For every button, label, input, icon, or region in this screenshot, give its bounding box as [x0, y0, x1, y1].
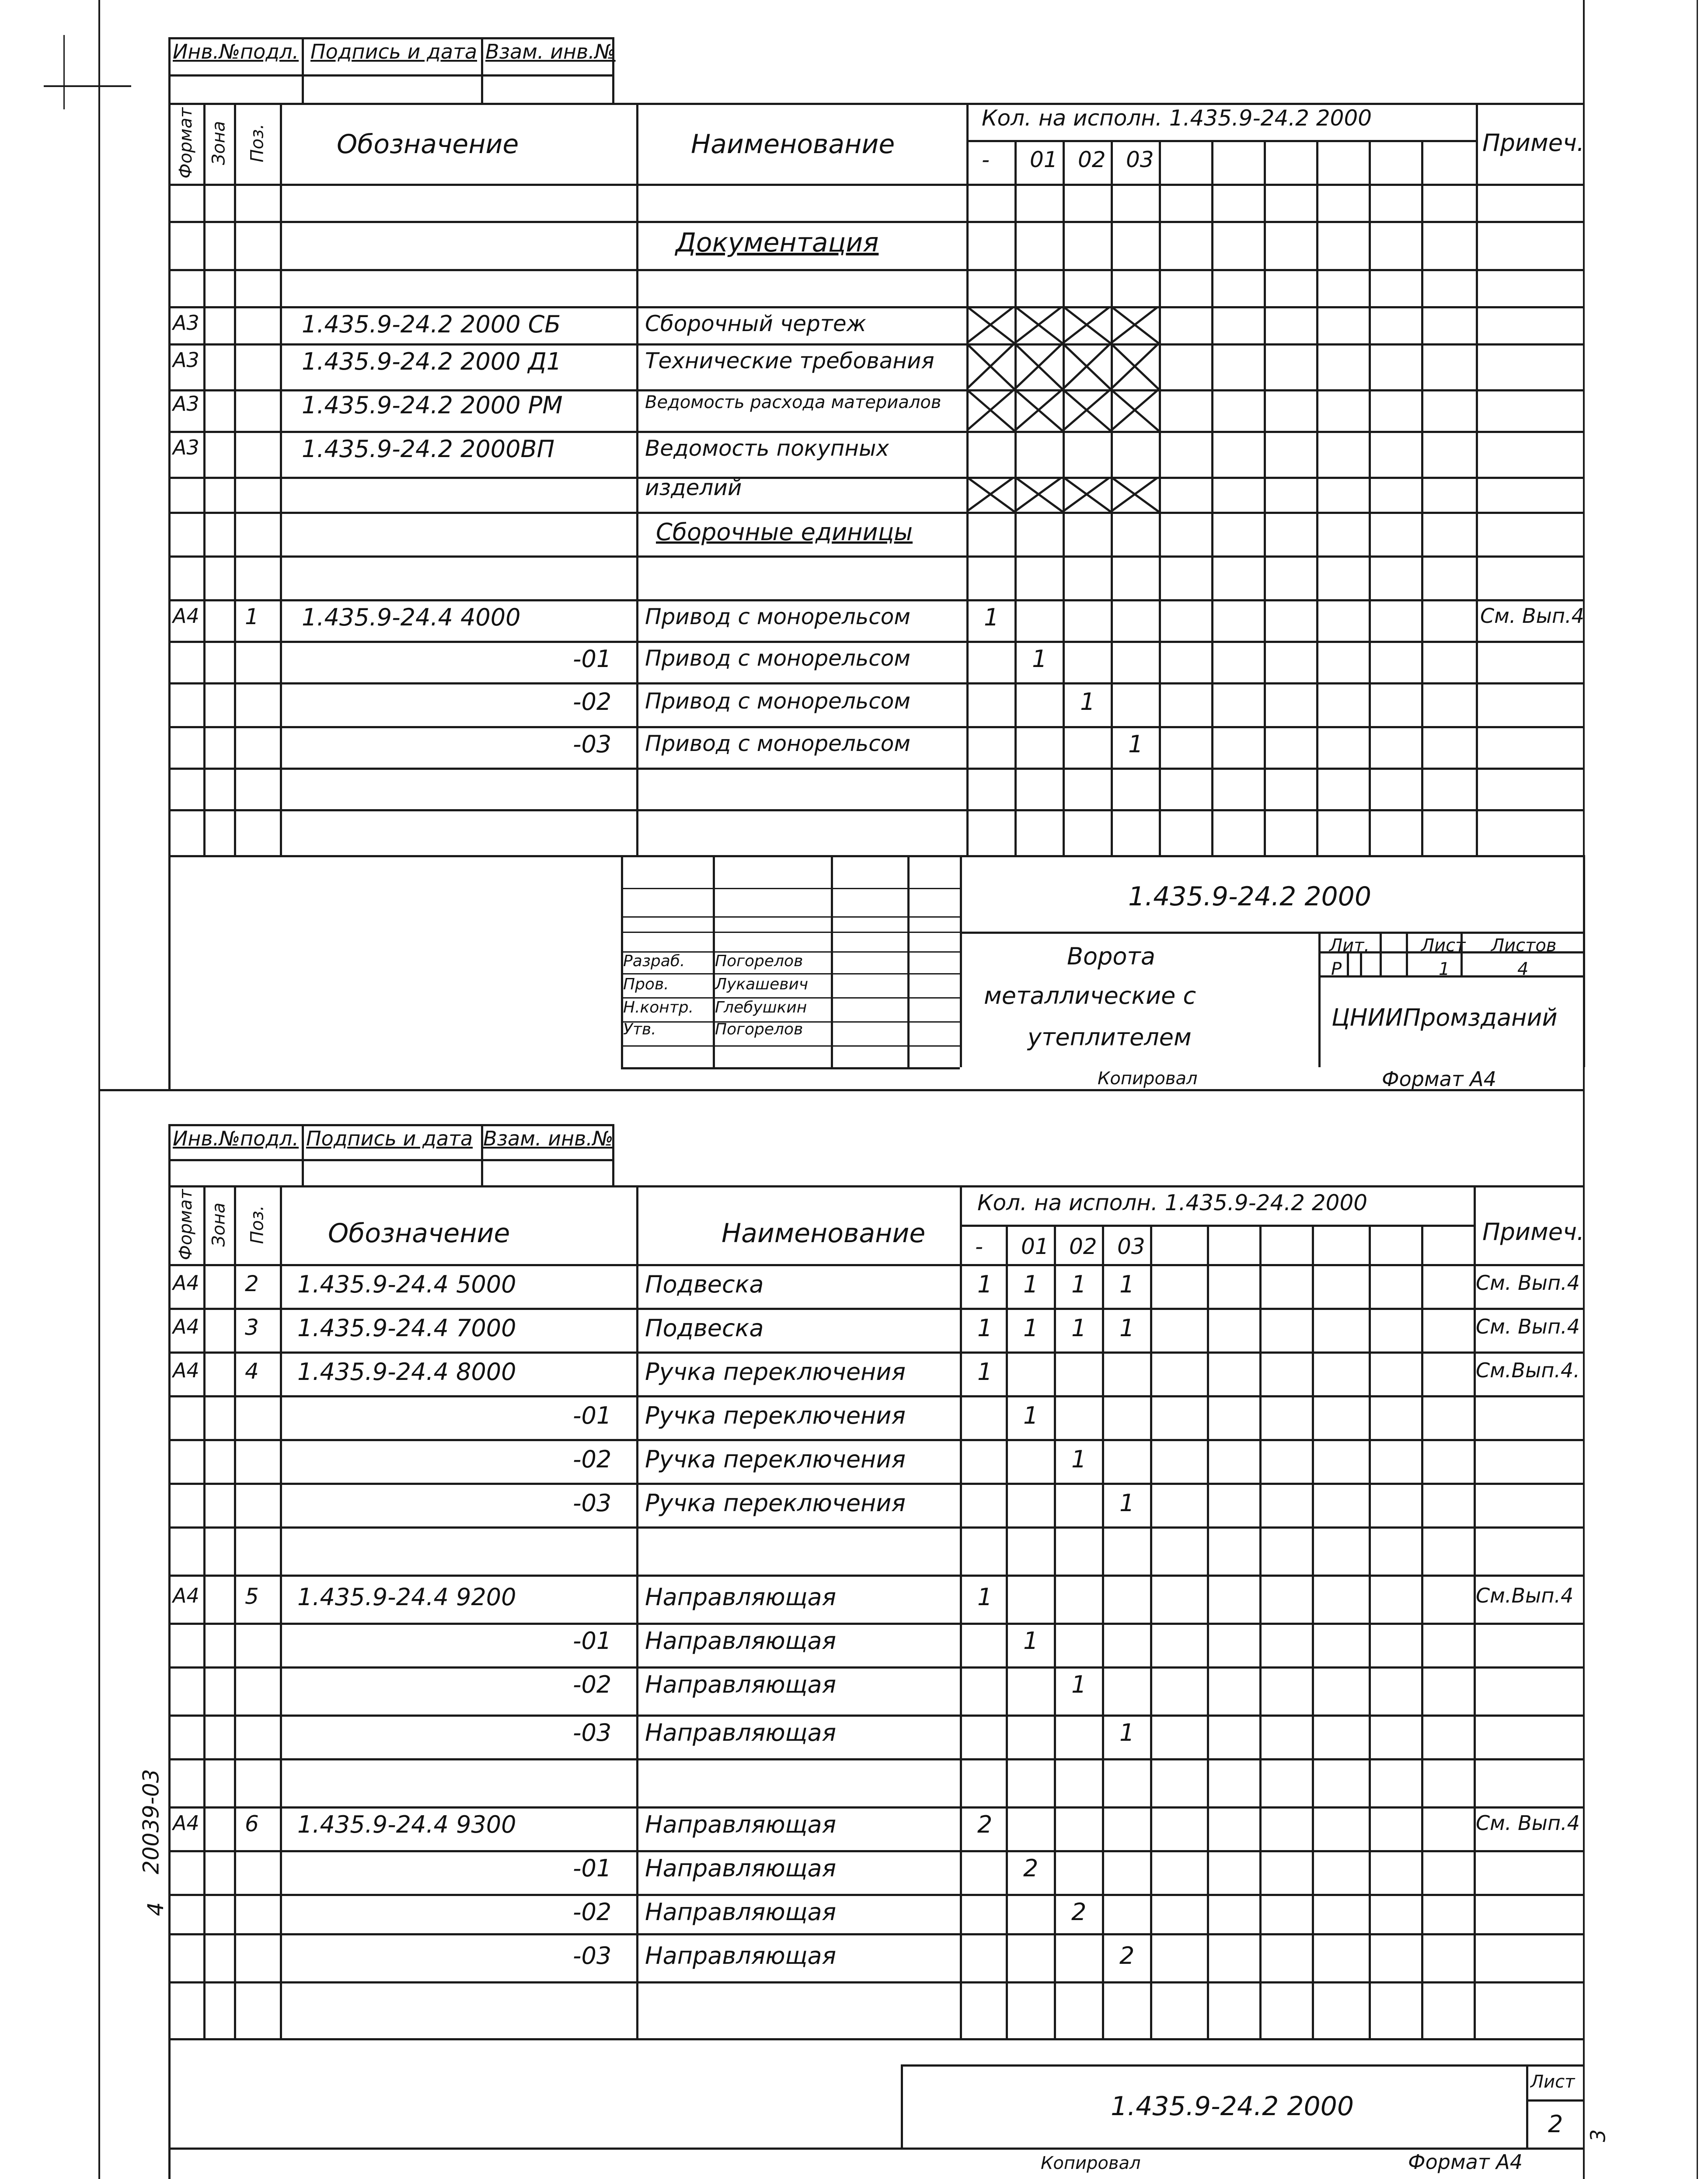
row-name: Привод с монорельсом: [645, 646, 911, 671]
row-designation: 1.435.9-24.4 5000: [297, 1271, 516, 1298]
isp-col-2: 02: [1078, 147, 1106, 172]
row-designation: -02: [573, 1671, 612, 1698]
row-name: Ручка переключения: [645, 1358, 906, 1386]
rule-line: [302, 37, 304, 103]
podpis-header: Подпись и дата: [310, 40, 478, 63]
rule-line: [168, 1351, 1583, 1354]
cross-mark: [1063, 343, 1111, 389]
cross-mark: [1014, 477, 1063, 512]
rule-line: [168, 599, 1583, 601]
row-pos: 3: [245, 1315, 259, 1340]
row-qty: 1: [1071, 1446, 1087, 1473]
row-note: См. Вып.4: [1476, 1271, 1580, 1295]
rule-line: [901, 2064, 1583, 2067]
rule-line: [901, 2064, 903, 2148]
row-designation: -02: [573, 1446, 612, 1473]
header-zona: Зона: [208, 121, 229, 165]
rule-line: [621, 973, 960, 974]
rule-line: [203, 103, 206, 855]
row-format: А4: [173, 1358, 199, 1382]
rule-line: [1406, 932, 1408, 975]
rule-line: [621, 855, 1583, 857]
row-name: Направляющая: [645, 1627, 837, 1655]
row-designation: -03: [573, 730, 612, 758]
rule-line: [1159, 140, 1161, 855]
rule-line: [168, 343, 1583, 346]
kopiroval-1: Копировал: [1098, 1069, 1198, 1089]
section-documentation: Документация: [676, 227, 879, 258]
corner-mark: 3: [1586, 2129, 1610, 2142]
isp-col-0: -: [982, 147, 990, 172]
header-oboznachenie: Обозначение: [337, 129, 519, 160]
row-qty: 1: [977, 1583, 993, 1611]
role-label: Н.контр.: [623, 999, 694, 1016]
row-designation: -01: [573, 1854, 612, 1882]
row-name: Направляющая: [645, 1811, 837, 1838]
title-name-line-3: утеплителем: [1028, 1023, 1192, 1051]
rule-line: [168, 1124, 171, 1185]
row-name: Подвеска: [645, 1271, 764, 1298]
rule-line: [1583, 855, 1585, 1067]
cross-mark: [1111, 306, 1159, 343]
cross-mark: [1111, 343, 1159, 389]
rule-line: [168, 1124, 612, 1126]
listov-value: 4: [1517, 959, 1529, 979]
rule-line: [168, 512, 1583, 514]
row-qty: 1: [1023, 1271, 1039, 1298]
rule-line: [621, 1067, 960, 1069]
rule-line: [1421, 140, 1423, 855]
rule-line: [168, 1715, 1583, 1717]
rule-line: [621, 932, 960, 933]
row-format: А4: [173, 604, 199, 628]
row-format: А4: [173, 1271, 199, 1295]
cross-mark: [1014, 389, 1063, 431]
row-designation: 1.435.9-24.2 2000 РМ: [302, 391, 563, 419]
sheet2-code: 1.435.9-24.2 2000: [1111, 2091, 1354, 2122]
row-note: См. Вып.4: [1476, 1315, 1580, 1338]
vzam-header-2: Взам. инв.№: [483, 1127, 613, 1150]
row-name: Ручка переключения: [645, 1489, 906, 1517]
row-pos: 2: [245, 1271, 259, 1296]
header-format: Формат: [176, 107, 196, 179]
rule-line: [1360, 951, 1362, 975]
rule-line: [168, 1894, 1583, 1896]
row-qty: 1: [1023, 1402, 1039, 1429]
rule-line: [960, 932, 1583, 934]
header-primech: Примеч.: [1482, 129, 1585, 157]
rule-line: [168, 1850, 1583, 1852]
row-qty: 2: [1023, 1854, 1039, 1882]
cross-mark: [1063, 389, 1111, 431]
row-pos: 4: [245, 1358, 259, 1384]
row-designation: -02: [573, 688, 612, 716]
row-name: Ведомость покупных: [645, 436, 889, 461]
rule-line: [168, 726, 1583, 728]
row-designation: 1.435.9-24.4 9200: [297, 1583, 516, 1611]
role-name: Глебушкин: [715, 999, 807, 1016]
row-qty: 2: [1071, 1898, 1087, 1926]
role-label: Пров.: [623, 975, 669, 993]
row-pos: 5: [245, 1584, 259, 1609]
row-designation: 1.435.9-24.2 2000ВП: [302, 435, 555, 463]
rule-line: [168, 1981, 1583, 1983]
row-qty: 1: [1023, 1314, 1039, 1342]
rule-line: [1526, 2064, 1528, 2148]
section-assembly-units: Сборочные единицы: [656, 518, 913, 546]
row-qty: 1: [1071, 1671, 1087, 1698]
inv-podl-header: Инв.№подл.: [173, 40, 299, 63]
rule-line: [63, 35, 65, 109]
format-label-1: Формат А4: [1382, 1067, 1496, 1091]
row-name: Ручка переключения: [645, 1446, 906, 1473]
row-qty: 1: [1080, 688, 1095, 716]
rule-line: [1211, 140, 1213, 855]
rule-line: [1474, 1185, 1476, 2038]
rule-line: [234, 103, 236, 855]
rule-line: [907, 855, 910, 1067]
rule-line: [1054, 1225, 1056, 2038]
rule-line: [168, 269, 1583, 271]
inv-podl-header-2: Инв.№подл.: [173, 1127, 299, 1150]
row-name: Направляющая: [645, 1942, 837, 1969]
row-name: Технические требования: [645, 348, 934, 374]
rule-line: [168, 1758, 1583, 1760]
header-kol-2: Кол. на исполн. 1.435.9-24.2 2000: [977, 1190, 1368, 1215]
rule-line: [168, 1483, 1583, 1485]
isp-col-3: 03: [1126, 147, 1154, 172]
row-qty: 1: [1128, 730, 1143, 758]
row-qty: 1: [1023, 1627, 1039, 1655]
isp-col-2-1: 01: [1021, 1234, 1049, 1259]
row-designation: 1.435.9-24.4 8000: [297, 1358, 516, 1386]
row-designation: -03: [573, 1489, 612, 1517]
header-oboznachenie-2: Обозначение: [328, 1218, 510, 1249]
row-format: А3: [173, 311, 199, 335]
list-label: Лист: [1421, 936, 1466, 956]
row-qty: 1: [1119, 1489, 1135, 1517]
header-zona-2: Зона: [208, 1202, 229, 1247]
row-qty: 2: [977, 1811, 993, 1838]
row-designation: 1.435.9-24.2 2000 Д1: [302, 348, 562, 375]
role-name: Погорелов: [715, 952, 803, 970]
rule-line: [168, 1439, 1583, 1441]
title-code: 1.435.9-24.2 2000: [1128, 881, 1372, 912]
rule-line: [621, 888, 960, 889]
rule-line: [1583, 0, 1585, 2179]
row-qty: 1: [1071, 1271, 1087, 1298]
archive-number: 20039-03: [138, 1769, 164, 1875]
row-name: Направляющая: [645, 1671, 837, 1698]
cross-mark: [966, 343, 1014, 389]
title-name-line-1: Ворота: [1067, 943, 1155, 970]
rule-line: [960, 1225, 962, 2038]
row-name: Ведомость расхода материалов: [645, 392, 941, 412]
title-name-line-2: металлические с: [984, 982, 1196, 1009]
row-name: Направляющая: [645, 1583, 837, 1611]
rule-line: [234, 1185, 236, 2038]
rule-line: [168, 184, 1583, 186]
rule-line: [168, 1185, 171, 2179]
rule-line: [481, 37, 483, 103]
row-name: Ручка переключения: [645, 1402, 906, 1429]
rule-line: [636, 103, 638, 855]
row-format: А3: [173, 392, 199, 416]
rule-line: [168, 431, 1583, 433]
rule-line: [960, 1225, 1474, 1227]
row-designation: -03: [573, 1719, 612, 1746]
kopiroval-2: Копировал: [1041, 2153, 1141, 2173]
header-naimenovanie: Наименование: [691, 129, 895, 160]
rule-line: [168, 103, 1583, 105]
row-qty: 1: [984, 604, 999, 631]
row-qty: 1: [1119, 1271, 1135, 1298]
rule-line: [168, 1623, 1583, 1625]
row-format: А4: [173, 1315, 199, 1338]
rule-line: [1421, 1225, 1423, 2038]
rule-line: [168, 477, 1583, 479]
rule-line: [168, 768, 1583, 770]
row-qty: 1: [977, 1314, 993, 1342]
row-format: А3: [173, 436, 199, 459]
rule-line: [168, 555, 1583, 558]
row-qty: 2: [1119, 1942, 1135, 1969]
rule-line: [1318, 975, 1583, 978]
row-designation: -02: [573, 1898, 612, 1926]
rule-line: [1476, 103, 1478, 855]
row-name: Направляющая: [645, 1719, 837, 1746]
header-poz-2: Поз.: [247, 1205, 267, 1244]
row-note: См.Вып.4.: [1476, 1358, 1580, 1382]
rule-line: [302, 1124, 304, 1185]
row-designation: 1.435.9-24.4 9300: [297, 1811, 516, 1838]
rule-line: [168, 1526, 1583, 1529]
row-designation: -01: [573, 645, 612, 673]
role-name: Погорелов: [715, 1020, 803, 1038]
vzam-header: Взам. инв.№: [485, 40, 616, 63]
rule-line: [1264, 140, 1266, 855]
rule-line: [168, 1395, 1583, 1397]
rule-line: [168, 2148, 1583, 2150]
rule-line: [960, 855, 962, 1067]
row-name: Направляющая: [645, 1854, 837, 1882]
rule-line: [1697, 0, 1698, 2179]
row-designation: -03: [573, 1942, 612, 1969]
isp-col-1: 01: [1030, 147, 1058, 172]
row-qty: 1: [977, 1271, 993, 1298]
header-kol: Кол. на исполн. 1.435.9-24.2 2000: [982, 105, 1372, 131]
cross-mark: [1111, 389, 1159, 431]
rule-line: [168, 809, 1583, 811]
cross-mark: [1063, 306, 1111, 343]
listov-label: Листов: [1491, 936, 1557, 956]
rule-line: [1150, 1225, 1152, 2038]
rule-line: [1461, 932, 1463, 975]
rule-line: [1318, 932, 1321, 1067]
row-pos: 1: [245, 604, 259, 629]
rule-line: [966, 140, 1476, 142]
row-format: А4: [173, 1811, 199, 1835]
rule-line: [168, 2038, 1583, 2040]
row-name: Подвеска: [645, 1314, 764, 1342]
rule-line: [1102, 1225, 1104, 2038]
sheet2-list-value: 2: [1548, 2110, 1563, 2138]
row-qty: 1: [1032, 645, 1047, 673]
rule-line: [1207, 1225, 1209, 2038]
rule-line: [168, 641, 1583, 643]
rule-line: [1006, 1225, 1008, 2038]
sheet2-list-label: Лист: [1530, 2072, 1575, 2092]
rule-line: [636, 1185, 638, 2038]
row-name: Привод с монорельсом: [645, 604, 911, 629]
rule-line: [168, 1159, 612, 1161]
rule-line: [1318, 951, 1583, 953]
row-note: См. Вып.4: [1480, 604, 1584, 628]
rule-line: [168, 103, 171, 1089]
cross-mark: [1111, 477, 1159, 512]
lit-value: Р: [1331, 959, 1342, 979]
row-qty: 1: [1119, 1314, 1135, 1342]
cross-mark: [1014, 343, 1063, 389]
rule-line: [168, 306, 1583, 308]
row-name: Сборочный чертеж: [645, 311, 866, 336]
rule-line: [1526, 2099, 1583, 2102]
rule-line: [1347, 951, 1349, 975]
rule-line: [168, 1185, 1583, 1187]
org-name: ЦНИИПромзданий: [1332, 1004, 1558, 1031]
rule-line: [280, 1185, 282, 2038]
cross-mark: [966, 477, 1014, 512]
row-format: А3: [173, 348, 199, 372]
rule-line: [168, 74, 612, 77]
rule-line: [168, 1806, 1583, 1809]
rule-line: [280, 103, 282, 855]
row-name: Привод с монорельсом: [645, 731, 911, 756]
rule-line: [203, 1185, 206, 2038]
rule-line: [168, 1575, 1583, 1577]
rule-line: [1369, 140, 1371, 855]
list-value: 1: [1439, 959, 1450, 979]
isp-col-2-3: 03: [1117, 1234, 1145, 1259]
row-designation: 1.435.9-24.2 2000 СБ: [302, 311, 561, 338]
cross-mark: [966, 389, 1014, 431]
isp-col-2-0: -: [975, 1234, 983, 1259]
rule-line: [1312, 1225, 1314, 2038]
header-primech-2: Примеч.: [1482, 1218, 1585, 1246]
row-designation: 1.435.9-24.4 4000: [302, 604, 521, 631]
role-label: Разраб.: [623, 952, 685, 970]
row-designation: -01: [573, 1402, 612, 1429]
row-qty: 1: [977, 1358, 993, 1386]
isp-col-2-2: 02: [1069, 1234, 1097, 1259]
cross-mark: [1014, 306, 1063, 343]
rule-line: [168, 221, 1583, 223]
rule-line: [168, 1308, 1583, 1310]
row-qty: 1: [1071, 1314, 1087, 1342]
rule-line: [621, 916, 960, 918]
rule-line: [168, 37, 612, 39]
rule-line: [168, 1933, 1583, 1935]
rule-line: [168, 37, 171, 103]
row-designation: 1.435.9-24.4 7000: [297, 1314, 516, 1342]
rule-line: [621, 1045, 960, 1047]
rule-line: [1369, 1225, 1371, 2038]
rule-line: [831, 855, 833, 1067]
row-note: См.Вып.4: [1476, 1584, 1574, 1607]
podpis-header-2: Подпись и дата: [306, 1127, 473, 1150]
row-name: Привод с монорельсом: [645, 688, 911, 714]
row-designation: -01: [573, 1627, 612, 1655]
rule-line: [1316, 140, 1318, 855]
format-label-2: Формат А4: [1408, 2150, 1523, 2174]
rule-line: [168, 1264, 1583, 1266]
rule-line: [1259, 1225, 1262, 2038]
row-note: См. Вып.4: [1476, 1811, 1580, 1835]
role-label: Утв.: [623, 1020, 656, 1038]
header-format-2: Формат: [176, 1189, 196, 1261]
rule-line: [98, 1089, 1583, 1091]
row-name: изделий: [645, 475, 742, 500]
row-format: А4: [173, 1584, 199, 1607]
rule-line: [44, 85, 131, 87]
archive-subnumber: 4: [143, 1902, 168, 1916]
row-qty: 1: [1119, 1719, 1135, 1746]
row-pos: 6: [245, 1811, 259, 1837]
lit-label: Лит.: [1329, 936, 1370, 956]
rule-line: [168, 1666, 1583, 1669]
header-naimenovanie-2: Наименование: [722, 1218, 926, 1249]
row-name: Направляющая: [645, 1898, 837, 1926]
cross-mark: [1063, 477, 1111, 512]
rule-line: [168, 682, 1583, 684]
rule-line: [1380, 932, 1382, 975]
role-name: Лукашевич: [715, 975, 809, 993]
header-poz: Поз.: [247, 123, 267, 163]
cross-mark: [966, 306, 1014, 343]
